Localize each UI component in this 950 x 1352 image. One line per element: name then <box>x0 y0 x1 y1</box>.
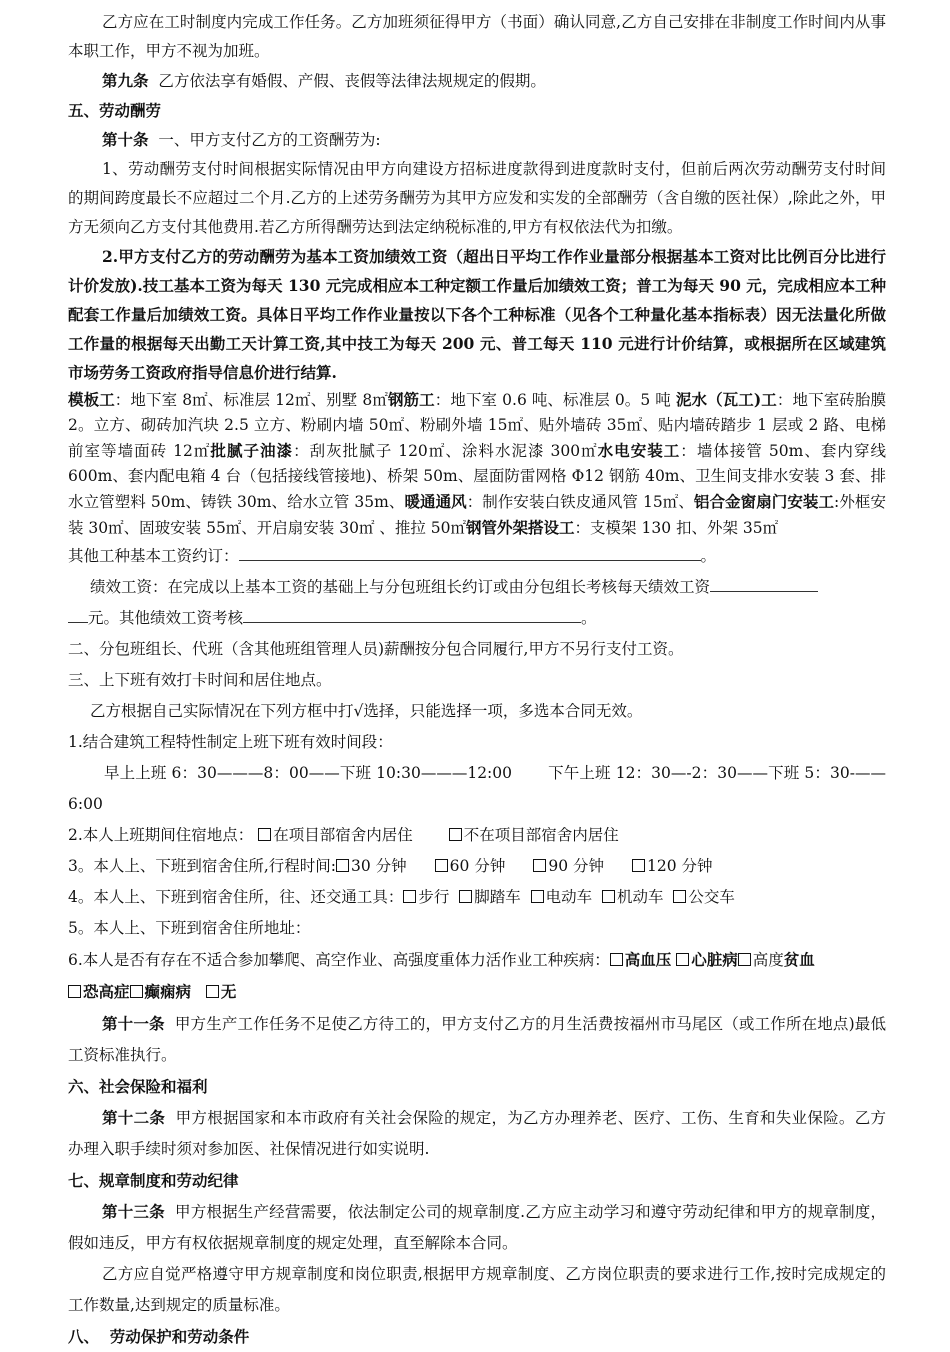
paragraph-overtime: 乙方应在工时制度内完成工作任务。乙方加班须征得甲方（书面）确认同意,乙方自己安排在非制度工作时间内从事本职工作，甲方不视为加班。 <box>68 13 886 60</box>
question-6: 6.本人是否有存在不适合参加攀爬、高空作业、高强度重体力活作业工种疾病： 高血压 心脏病 高度贫血 恐高症 癫痫病 无 <box>68 950 815 1001</box>
checkbox-anemia[interactable] <box>738 953 751 966</box>
checkbox-walk[interactable] <box>403 890 416 903</box>
paragraph-team-lead-pay: 二、分包班组长、代班（含其他班组管理人员)薪酬按分包合同履行,甲方不另行支付工资。 <box>68 640 684 658</box>
checkbox-ebike[interactable] <box>531 890 544 903</box>
checkbox-heart-disease[interactable] <box>676 953 689 966</box>
article-10 <box>68 125 886 155</box>
other-wage-blank[interactable] <box>239 544 701 561</box>
article-13-label: 第十三条 <box>102 1202 165 1221</box>
checkbox-30min[interactable] <box>336 859 349 872</box>
question-3: 3。本人上、下班到宿舍住所,行程时间: 30 分钟 60 分钟 90 分钟 120 分钟 <box>68 857 713 875</box>
performance-wage-blank[interactable] <box>710 575 818 592</box>
article-10-label: 第十条 <box>102 130 149 149</box>
checkbox-90min[interactable] <box>533 859 546 872</box>
checkbox-bicycle[interactable] <box>459 890 472 903</box>
section-5-heading: 五、劳动酬劳 <box>68 101 162 120</box>
question-5: 5。本人上、下班到宿舍住所地址： <box>68 919 311 937</box>
quota-type-rebar: 钢筋工 <box>387 390 435 409</box>
quota-type-formwork: 模板工 <box>68 390 115 409</box>
paragraph-work-quota: 模板工：地下室 8㎡、标准层 12㎡、别墅 8㎡钢筋工：地下室 0.6 吨、标准层 0。5 吨 泥水（瓦工)工：地下室砖胎膜 2。立方、砌砖加汽块 2.5 立方、粉刷内墙 50㎡、粉刷外墙 15㎡、贴外墙砖 35㎡、贴内墙砖踏步 1 层或 2 路、电梯前室等墙面砖 12㎡批腻子油漆：刮灰批腻子 120㎡、涂料水泥漆 300㎡水电安装工：墙体接管 50m、套内穿线 600m、套内配电箱 4 台（包括接线管接地)、桥架 50m、屋面防雷网格 Φ12 钢筋 40m、卫生间支排水安装 3 套、排水立管塑料 50m、铸铁 30m、给水立管 35m、暖通通风：制作安装白铁皮通风管 15㎡、铝合金窗扇门安装工:外框安装 30㎡、固玻安装 55㎡、开启扇安装 30㎡ 、推拉 50㎡钢管外架搭设工：支模架 130 扣、外架 35㎡ <box>68 390 886 537</box>
checkbox-epilepsy[interactable] <box>130 985 143 998</box>
section-7-heading: 七、规章制度和劳动纪律 <box>68 1171 239 1190</box>
performance-wage-blank-cont[interactable] <box>68 606 88 623</box>
quota-type-hvac: 暖通通风 <box>404 492 467 511</box>
performance-wage: 绩效工资：在完成以上基本工资的基础上与分包班组长约订或由分包组长考核每天绩效工资 元。其他绩效工资考核 。 <box>68 572 886 634</box>
question-4: 4。本人上、下班到宿舍住所，往、还交通工具： 步行 脚踏车 电动车 机动车 公交车 <box>68 888 735 906</box>
article-12: 第十二条 甲方根据国家和本市政府有关社会保险的规定，为乙方办理养老、医疗、工伤、生育和失业保险。乙方办理入职手续时须对参加医、社保情况进行如实说明. <box>68 1108 886 1158</box>
article-13: 第十三条 甲方根据生产经营需要，依法制定公司的规章制度.乙方应主动学习和遵守劳动纪律和甲方的规章制度，假如违反，甲方有权依据规章制度的规定处理，直至解除本合同。 <box>68 1202 886 1252</box>
work-time-ranges <box>68 758 886 820</box>
article-12-label: 第十二条 <box>102 1108 166 1127</box>
performance-other-blank[interactable] <box>243 606 581 623</box>
checkbox-none[interactable] <box>206 985 219 998</box>
paragraph-attendance-heading: 三、上下班有效打卡时间和居住地点。 <box>68 671 332 689</box>
quota-type-window: 铝合金窗扇门安装工 <box>693 492 835 511</box>
other-wage-line: 其他工种基本工资约订： 。 <box>68 541 886 572</box>
article-11: 第十一条 甲方生产工作任务不足使乙方待工的，甲方支付乙方的月生活费按福州市马尾区（或工作所在地点)最低工资标准执行。 <box>68 1014 886 1064</box>
checkbox-live-in-dorm[interactable] <box>258 828 271 841</box>
checkbox-acrophobia[interactable] <box>68 985 81 998</box>
question-2: 2.本人上班期间住宿地点： 在项目部宿舍内居住 不在项目部宿舍内居住 <box>68 826 619 844</box>
article-9-label: 第九条 <box>102 71 149 90</box>
document-page <box>68 8 886 1352</box>
paragraph-pay-time: 1、劳动酬劳支付时间根据实际情况由甲方向建设方招标进度款得到进度款时支付，但前后两次劳动酬劳支付时间的期间跨度最长不应超过二个月.乙方的上述劳务酬劳为其甲方应发和实发的全部酬劳（含自缴的医社保）,除此之外，甲方无须向乙方支付其他费用.若乙方所得酬劳达到法定纳税标准的,甲方有权依法代为扣缴。 <box>68 160 886 236</box>
checkbox-120min[interactable] <box>632 859 645 872</box>
article-9-text: 乙方依法享有婚假、产假、丧假等法律法规规定的假期。 <box>158 72 546 90</box>
article-10-text: 一、甲方支付乙方的工资酬劳为: <box>158 131 381 149</box>
section-8-heading: 八、 劳动保护和劳动条件 <box>68 1327 250 1346</box>
checkbox-hypertension[interactable] <box>610 953 623 966</box>
quota-type-putty: 批腻子油漆 <box>210 441 294 460</box>
article-11-label: 第十一条 <box>102 1014 165 1033</box>
checkbox-60min[interactable] <box>435 859 448 872</box>
morning-times: 早上上班 6：30———8：00——下班 10:30———12:00 <box>104 764 513 782</box>
article-9 <box>68 66 886 96</box>
quota-type-masonry: 泥水（瓦工)工 <box>675 390 777 409</box>
afternoon-times: 下午上班 12：30—-2：30——下班 5：30-——6:00 <box>68 764 886 813</box>
quota-type-scaffold: 钢管外架搭设工 <box>466 518 575 537</box>
paragraph-compliance: 乙方应自觉严格遵守甲方规章制度和岗位职责,根据甲方规章制度、乙方岗位职责的要求进行工作,按时完成规定的工作数量,达到规定的质量标准。 <box>68 1265 886 1314</box>
question-1: 1.结合建筑工程特性制定上班下班有效时间段： <box>68 733 393 751</box>
checkbox-motor-vehicle[interactable] <box>602 890 615 903</box>
paragraph-choose-instruction: 乙方根据自己实际情况在下列方框中打√选择，只能选择一项，多选本合同无效。 <box>90 702 643 720</box>
quota-type-plumbing-electrical: 水电安装工 <box>597 441 681 460</box>
section-6-heading: 六、社会保险和福利 <box>68 1077 208 1096</box>
paragraph-pay-structure: 2.甲方支付乙方的劳动酬劳为基本工资加绩效工资（超出日平均工作作业量部分根据基本工资对比比例百分比进行计价发放).技工基本工资为每天 130 元完成相应本工种定额工作量后加绩效工资；普工为每天 90 元，完成相应本工种配套工作量后加绩效工资。具体日平均工作作业量按以下各个工种标准（见各个工种量化基本指标表）因无法量化所做工作量的根据每天出勤工天计算工资,其中技工为每天 200 元、普工每天 110 元进行计价结算，或根据所在区域建筑市场劳务工资政府指导信息价进行结算. <box>68 247 886 382</box>
checkbox-not-live-in-dorm[interactable] <box>449 828 462 841</box>
checkbox-bus[interactable] <box>673 890 686 903</box>
